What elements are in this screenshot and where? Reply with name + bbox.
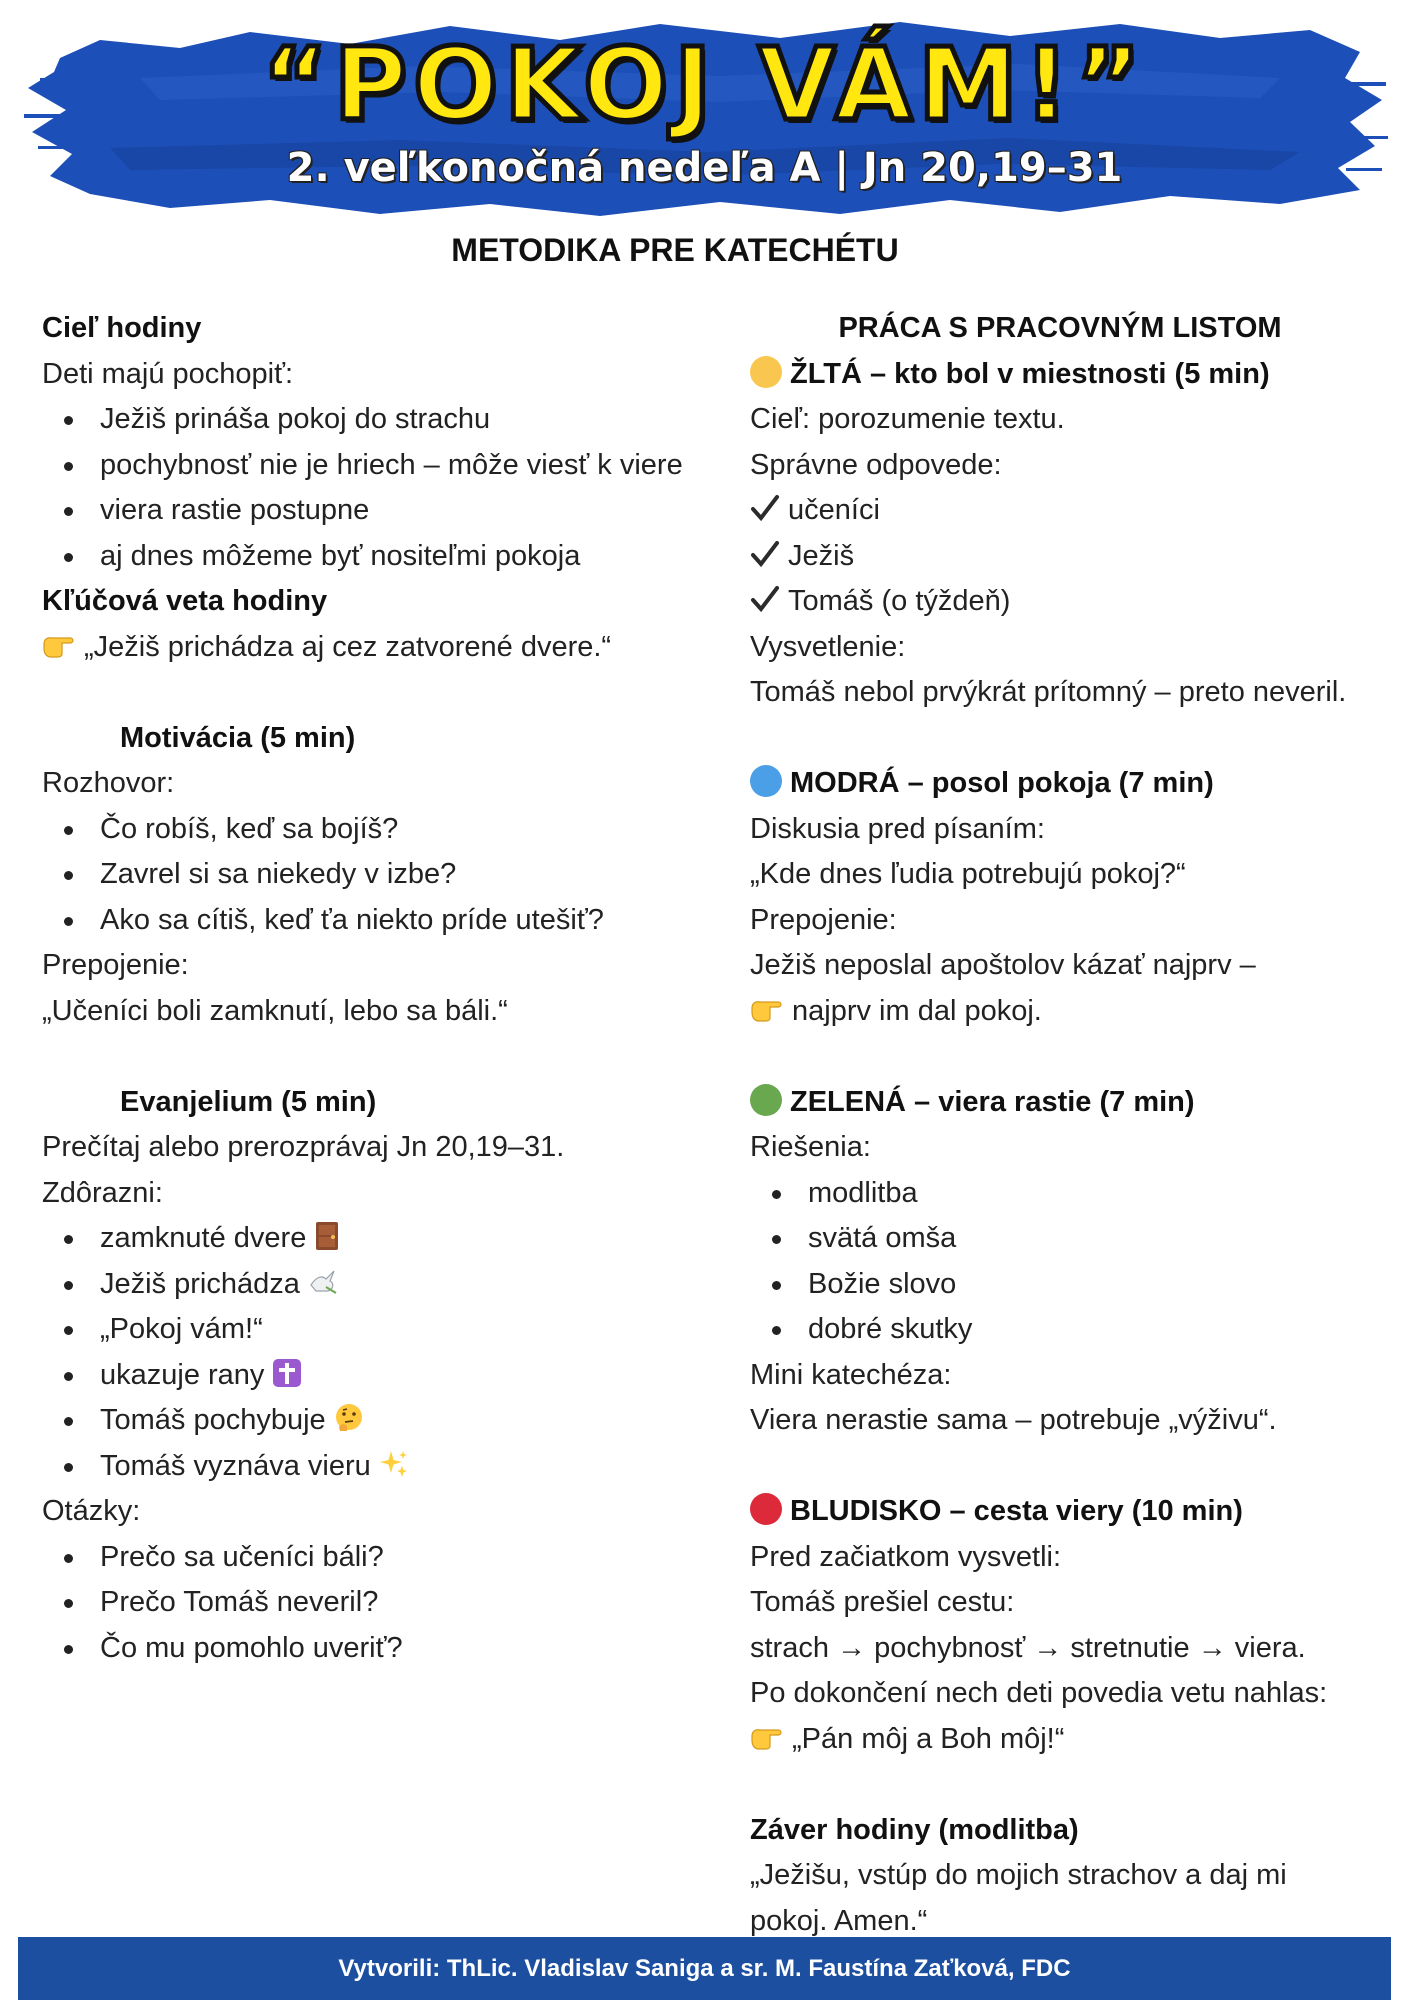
list-item: Čo robíš, keď sa bojíš? [42,807,722,853]
red-path-label: Tomáš prešiel cestu: [750,1586,1015,1618]
list-item: viera rastie postupne [42,488,722,534]
check-mark-icon [750,493,780,523]
list-item: pochybnosť nie je hriech – môže viesť k viere [42,443,722,489]
blue-discussion-question: „Kde dnes ľudia potrebujú pokoj?“ [750,858,1186,890]
pointing-hand-icon [42,632,76,658]
red-path: strach → pochybnosť → stretnutie → viera. [750,1631,1306,1664]
answer-item: učeníci [750,488,1390,534]
yellow-circle-icon [750,356,782,388]
gospel-emphasis-list [42,1216,722,1489]
check-mark-icon [750,539,780,569]
key-sentence-heading: Kľúčová veta hodiny [42,585,328,617]
list-item: Ježiš prichádza [42,1262,722,1308]
questions-label: Otázky: [42,1495,141,1527]
blue-section-title: MODRÁ – posol pokoja (7 min) [750,761,1390,807]
key-sentence-text: „Ježiš prichádza aj cez zatvorené dvere.“ [84,630,612,663]
red-after: Po dokončení nech deti povedia vetu nahlas: [750,1677,1328,1709]
list-item: modlitba [750,1171,1390,1217]
list-item: svätá omša [750,1216,1390,1262]
door-icon [314,1221,340,1251]
list-item: ukazuje rany [42,1353,722,1399]
closing-heading: Záver hodiny (modlitba) [750,1813,1079,1846]
red-sentence: „Pán môj a Boh môj!“ [750,1717,1390,1763]
list-item: „Pokoj vám!“ [42,1307,722,1353]
green-mini-text: Viera nerastie sama – potrebuje „výživu“. [750,1404,1277,1436]
list-item: Ježiš prináša pokoj do strachu [42,397,722,443]
list-item: zamknuté dvere [42,1216,722,1262]
right-column [750,306,1390,1944]
green-mini-label: Mini katechéza: [750,1358,952,1391]
check-mark-icon [750,584,780,614]
left-column [42,306,722,1671]
list-item: Ako sa cítiš, keď ťa niekto príde utešiť? [42,898,722,944]
motivation-link-label: Prepojenie: [42,949,189,981]
thinking-face-icon [334,1403,364,1433]
methodology-heading: METODIKA PRE KATECHÉTU [451,232,899,268]
yellow-answers-label: Správne odpovede: [750,448,1002,481]
red-section-title: BLUDISKO – cesta viery (10 min) [750,1489,1390,1535]
goal-intro: Deti majú pochopiť: [42,357,294,390]
motivation-heading: Motivácia (5 min) [120,721,356,754]
list-item: Prečo Tomáš neveril? [42,1580,722,1626]
page-title: “POKOJ VÁM!” [262,26,1147,143]
key-sentence [42,625,722,671]
red-circle-icon [750,1493,782,1525]
blue-link-line-2: najprv im dal pokoj. [750,989,1390,1035]
green-circle-icon [750,1084,782,1116]
list-item: Prečo sa učeníci báli? [42,1535,722,1581]
gospel-heading: Evanjelium (5 min) [120,1085,377,1118]
blue-circle-icon [750,765,782,797]
gospel-emphasis-label: Zdôrazni: [42,1176,163,1209]
page-subtitle: 2. veľkonočná nedeľa A | Jn 20,19–31 [286,145,1123,191]
list-item: Čo mu pomohlo uveriť? [42,1626,722,1672]
yellow-goal: Cieľ: porozumenie textu. [750,403,1065,435]
yellow-explain-label: Vysvetlenie: [750,630,906,663]
list-item: dobré skutky [750,1307,1390,1353]
blue-discussion-label: Diskusia pred písaním: [750,812,1045,845]
green-section-title: ZELENÁ – viera rastie (7 min) [750,1080,1390,1126]
motivation-intro: Rozhovor: [42,767,175,799]
yellow-explain: Tomáš nebol prvýkrát prítomný – preto neveril. [750,676,1347,708]
list-item: aj dnes môžeme byť nositeľmi pokoja [42,534,722,580]
answer-item: Tomáš (o týždeň) [750,579,1390,625]
red-before-label: Pred začiatkom vysvetli: [750,1540,1062,1573]
motivation-list [42,807,722,944]
list-item: Zavrel si sa niekedy v izbe? [42,852,722,898]
worksheet-heading: PRÁCA S PRACOVNÝM LISTOM [838,312,1282,344]
cross-icon [272,1358,302,1388]
answer-item: Ježiš [750,534,1390,580]
list-item: Božie slovo [750,1262,1390,1308]
blue-link-label: Prepojenie: [750,903,897,936]
dove-icon [308,1267,338,1297]
pointing-hand-icon [750,996,784,1022]
motivation-link-text: „Učeníci boli zamknutí, lebo sa báli.“ [42,994,508,1027]
footer-authors: Vytvorili: ThLic. Vladislav Saniga a sr. M. Faustína Zaťková, FDC [18,1937,1391,2000]
gospel-intro: Prečítaj alebo prerozprávaj Jn 20,19–31. [42,1131,565,1163]
green-solutions-list [750,1171,1390,1353]
sparkles-icon [379,1449,409,1479]
questions-list [42,1535,722,1672]
pointing-hand-icon [750,1724,784,1750]
goal-heading: Cieľ hodiny [42,312,202,344]
closing-prayer: „Ježišu, vstúp do mojich strachov a daj mi pokoj. Amen.“ [750,1859,1287,1937]
goal-list [42,397,722,579]
list-item: Tomáš pochybuje [42,1398,722,1444]
yellow-section-title: ŽLTÁ – kto bol v miestnosti (5 min) [750,352,1390,398]
green-solutions-label: Riešenia: [750,1131,871,1163]
list-item: Tomáš vyznáva vieru [42,1444,722,1490]
blue-link-line-1: Ježiš neposlal apoštolov kázať najprv – [750,949,1256,981]
